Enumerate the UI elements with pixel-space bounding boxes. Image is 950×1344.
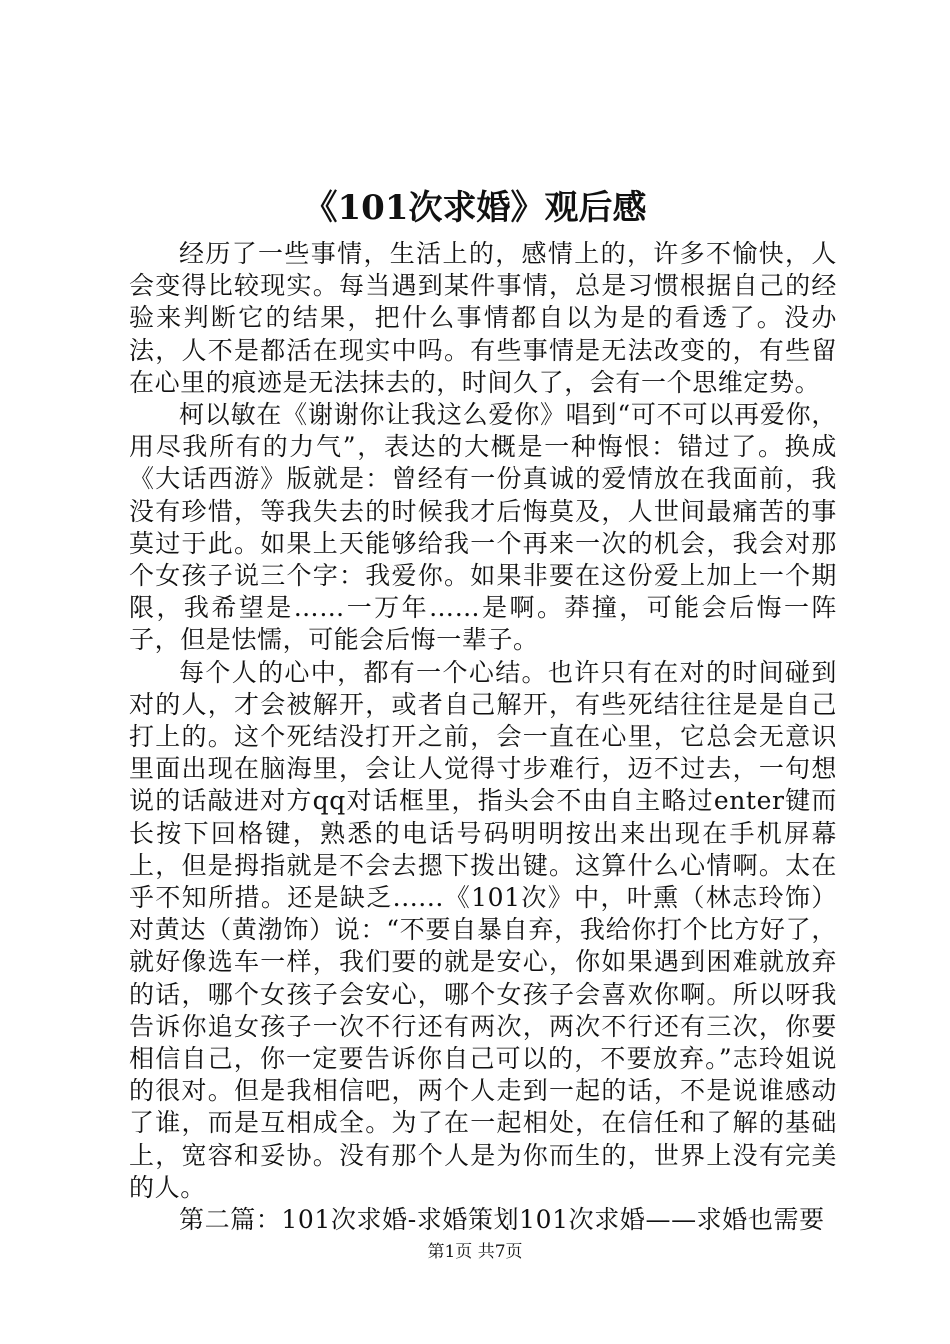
paragraph-1: 经历了一些事情，生活上的，感情上的，许多不愉快，人会变得比较现实。每当遇到某件事情，总是习惯根据自己的经验来判断它的结果，把什么事情都自以为是的看透了。没办法，人不是都活在现实中吗。有些事情是无法改变的，有些留在心里的痕迹是无法抹去的，时间久了，会有一个思维定势。 [129, 239, 837, 397]
page-number-footer: 第1页 共7页 [427, 1242, 523, 1262]
document-body [129, 238, 837, 1236]
paragraph-2: 柯以敏在《谢谢你让我这么爱你》唱到“可不可以再爱你，用尽我所有的力气”，表达的大概是一种悔恨：错过了。换成《大话西游》版就是：曾经有一份真诚的爱情放在我面前，我没有珍惜，等我失去的时候我才后悔莫及，人世间最痛苦的事莫过于此。如果上天能够给我一个再来一次的机会，我会对那个女孩子说三个字：我爱你。如果非要在这份爱上加上一个期限，我希望是……一万年……是啊。莽撞，可能会后悔一阵子，但是怯懦，可能会后悔一辈子。 [129, 400, 837, 655]
document-title: 《101次求婚》观后感 [303, 188, 647, 228]
paragraph-4: 第二篇：101次求婚-求婚策划101次求婚——求婚也需要 [179, 1205, 825, 1235]
paragraph-3: 每个人的心中，都有一个心结。也许只有在对的时间碰到对的人，才会被解开，或者自己解开，有些死结往往是是自己打上的。这个死结没打开之前，会一直在心里，它总会无意识里面出现在脑海里，会让人觉得寸步难行，迈不过去，一句想说的话敲进对方qq对话框里，指头会不由自主略过enter键而长按下回格键，熟悉的电话号码明明按出来出现在手机屏幕上，但是拇指就是不会去摁下拨出键。这算什么心情啊。太在乎不知所措。还是缺乏......《101次》中，叶熏（林志玲饰）对黄达（黄渤饰）说：“不要自暴自弃，我给你打个比方好了，就好像选车一样，我们要的就是安心，你如果遇到困难就放弃的话，哪个女孩子会安心，哪个女孩子会喜欢你啊。所以呀我告诉你追女孩子一次不行还有两次，两次不行还有三次，你要相信自己，你一定要告诉你自己可以的，不要放弃。”志玲姐说的很对。但是我相信吧，两个人走到一起的话，不是说谁感动了谁，而是互相成全。为了在一起相处，在信任和了解的基础上，宽容和妥协。没有那个人是为你而生的，世界上没有完美的人。 [129, 657, 837, 1202]
